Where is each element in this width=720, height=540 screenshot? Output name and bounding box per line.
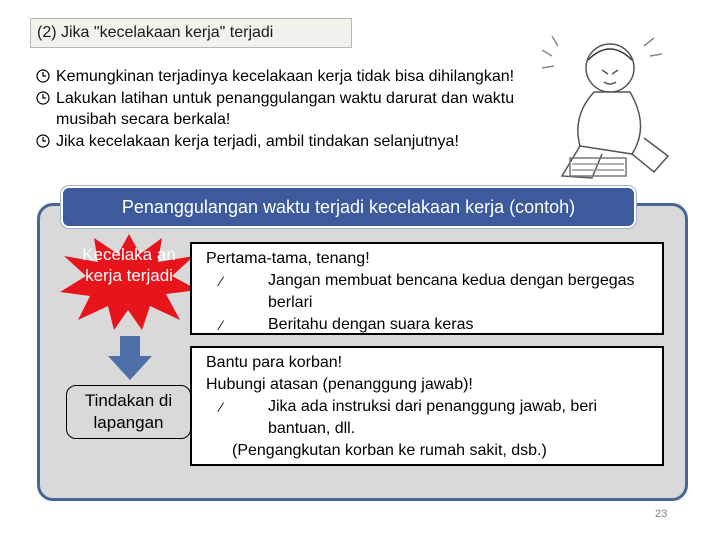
card-line: Hubungi atasan (penanggung jawab)! [206,376,473,393]
bullet-item [36,131,536,152]
bullet-item [36,66,536,87]
list-item-text: Jangan membuat bencana kedua dengan bergegas berlari [268,272,635,311]
first-steps-card [190,242,664,335]
field-action-box: Tindakan di lapangan [66,385,191,439]
clock-icon [36,69,50,83]
bullet-text: Jika kecelakaan kerja terjadi, ambil tindakan selanjutnya! [56,133,459,150]
clock-icon [36,134,50,148]
list-item [206,396,652,440]
list-item-text: Beritahu dengan suara keras [268,316,474,333]
bullet-text: Lakukan latihan untuk penanggulangan waktu darurat dan waktu musibah secara berkala! [56,90,515,128]
slash-bullet-icon: ⁄ [220,399,223,415]
clock-icon [36,91,50,105]
assistance-card [190,346,664,466]
bullet-list [36,66,536,153]
bullet-item [36,88,536,130]
injured-worker-illustration [532,26,682,186]
procedure-banner: Penanggulangan waktu terjadi kecelakaan kerja (contoh) [61,186,636,228]
slide-title: (2) Jika "kecelakaan kerja" terjadi [30,18,352,48]
down-arrow-icon [108,336,152,380]
accident-label: Kecelaka an kerja terjadi [82,245,176,285]
page-number: 23 [655,508,668,520]
slash-bullet-icon: ⁄ [220,273,223,289]
bullet-text: Kemungkinan terjadinya kecelakaan kerja tidak bisa dihilangkan! [56,68,515,85]
card-line: Bantu para korban! [206,354,343,371]
list-item-text: Jika ada instruksi dari penanggung jawab, beri bantuan, dll. [268,398,598,437]
list-item [206,314,652,336]
slash-bullet-icon: ⁄ [220,317,223,333]
card-heading: Pertama-tama, tenang! [206,250,370,267]
card-note: (Pengangkutan korban ke rumah sakit, dsb.) [232,442,547,459]
list-item [206,270,652,314]
